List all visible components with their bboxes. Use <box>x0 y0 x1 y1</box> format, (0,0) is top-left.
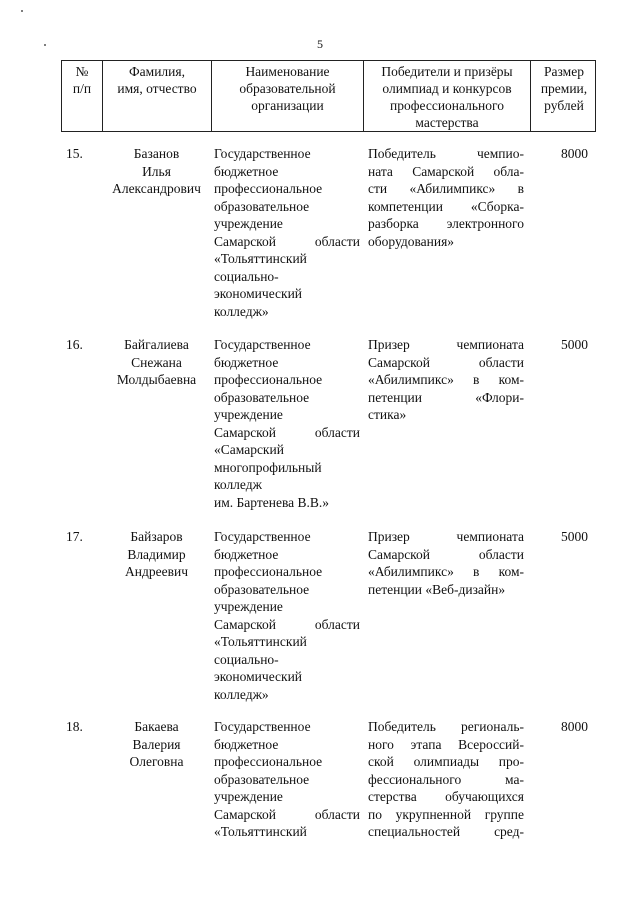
person-name: Бакаева Валерия Олеговна <box>129 719 184 769</box>
prize-amount: 5000 <box>561 529 588 544</box>
award-line: ской олимпиады про- <box>368 754 524 769</box>
organization-line: «Тольяттинский <box>214 251 307 266</box>
organization-line: Самарской области <box>214 424 360 440</box>
person-name: Байгалиева Снежана Молдыбаевна <box>116 337 197 387</box>
award-description <box>368 718 524 841</box>
header-award: Победители и призёры олимпиад и конкурсов профессионального мастерства <box>363 61 530 131</box>
organization-line: учреждение <box>214 407 283 422</box>
organization-name <box>214 528 360 703</box>
award-line: Призер чемпионата <box>368 337 524 352</box>
organization-line: экономический <box>214 669 303 684</box>
award-line: компетенции «Сборка- <box>368 198 524 214</box>
organization-name <box>214 718 360 841</box>
organization-line: профессиональное <box>214 754 323 769</box>
prize-amount: 8000 <box>561 146 588 161</box>
award-line: разборка электронного <box>368 216 524 231</box>
organization-line: Самарской области <box>214 233 360 249</box>
organization-line: профессиональное <box>214 181 323 196</box>
organization-line: бюджетное <box>214 163 279 179</box>
scan-speck <box>21 10 23 12</box>
person-name: Байзаров Владимир Андреевич <box>125 529 188 579</box>
organization-line: колледж» <box>214 303 269 319</box>
page-number: 5 <box>317 37 323 51</box>
award-line: сти «Абилимпикс» в <box>368 181 524 196</box>
award-line: специальностей сред- <box>368 824 524 839</box>
award-line: фессионального ма- <box>368 771 524 787</box>
header-num: № п/п <box>72 64 92 96</box>
award-line: «Абилимпикс» в ком- <box>368 372 524 387</box>
award-line: петенции «Флори- <box>368 389 524 405</box>
organization-line: учреждение <box>214 599 283 614</box>
award-line: по укрупненной группе <box>368 806 524 822</box>
row-number: 17. <box>66 529 83 544</box>
row-number: 15. <box>66 146 83 161</box>
organization-line: образовательное <box>214 389 310 405</box>
organization-line: им. Бартенева В.В.» <box>214 494 330 510</box>
organization-line: Государственное <box>214 719 311 734</box>
organization-line: социально- <box>214 268 279 284</box>
award-line: стика» <box>368 407 407 422</box>
award-description <box>368 528 524 598</box>
row-number: 18. <box>66 719 83 734</box>
organization-line: Самарской области <box>214 616 360 632</box>
organization-line: профессиональное <box>214 564 323 579</box>
award-line: Самарской области <box>368 546 524 562</box>
person-name: Базанов Илья Александрович <box>112 146 201 196</box>
organization-line: «Тольяттинский <box>214 824 307 839</box>
organization-line: учреждение <box>214 216 283 231</box>
organization-line: учреждение <box>214 789 283 804</box>
organization-name <box>214 145 360 320</box>
organization-line: «Самарский <box>214 442 284 457</box>
award-line: ного этапа Всероссий- <box>368 736 524 752</box>
award-line: стерства обучающихся <box>368 789 524 804</box>
award-line: ната Самарской обла- <box>368 163 524 179</box>
award-line: Победитель чемпио- <box>368 146 524 161</box>
prize-amount: 5000 <box>561 337 588 352</box>
award-line: Призер чемпионата <box>368 529 524 544</box>
organization-line: колледж <box>214 477 262 492</box>
organization-line: Самарской области <box>214 806 360 822</box>
award-line: Победитель региональ- <box>368 719 524 734</box>
organization-line: бюджетное <box>214 354 279 370</box>
organization-line: многопрофильный <box>214 459 322 475</box>
header-prize: Размер премии, рублей <box>530 61 597 131</box>
organization-name <box>214 336 360 511</box>
prize-amount: 8000 <box>561 719 588 734</box>
award-line: петенции «Веб-дизайн» <box>368 581 506 597</box>
table-header <box>61 60 596 132</box>
organization-line: образовательное <box>214 198 310 214</box>
organization-line: бюджетное <box>214 736 279 752</box>
award-line: «Абилимпикс» в ком- <box>368 564 524 579</box>
header-organization: Наименование образовательной организации <box>211 61 363 131</box>
organization-line: профессиональное <box>214 372 323 387</box>
row-number: 16. <box>66 337 83 352</box>
organization-line: образовательное <box>214 581 310 597</box>
organization-line: образовательное <box>214 771 310 787</box>
award-description <box>368 336 524 424</box>
organization-line: колледж» <box>214 686 269 702</box>
organization-line: Государственное <box>214 337 311 352</box>
organization-line: Государственное <box>214 529 311 544</box>
award-description <box>368 145 524 250</box>
organization-line: «Тольяттинский <box>214 634 307 649</box>
organization-line: социально- <box>214 651 279 667</box>
organization-line: бюджетное <box>214 546 279 562</box>
organization-line: Государственное <box>214 146 311 161</box>
award-line: оборудования» <box>368 233 455 249</box>
award-line: Самарской области <box>368 354 524 370</box>
organization-line: экономический <box>214 286 303 301</box>
header-name: Фамилия, имя, отчество <box>102 61 211 131</box>
